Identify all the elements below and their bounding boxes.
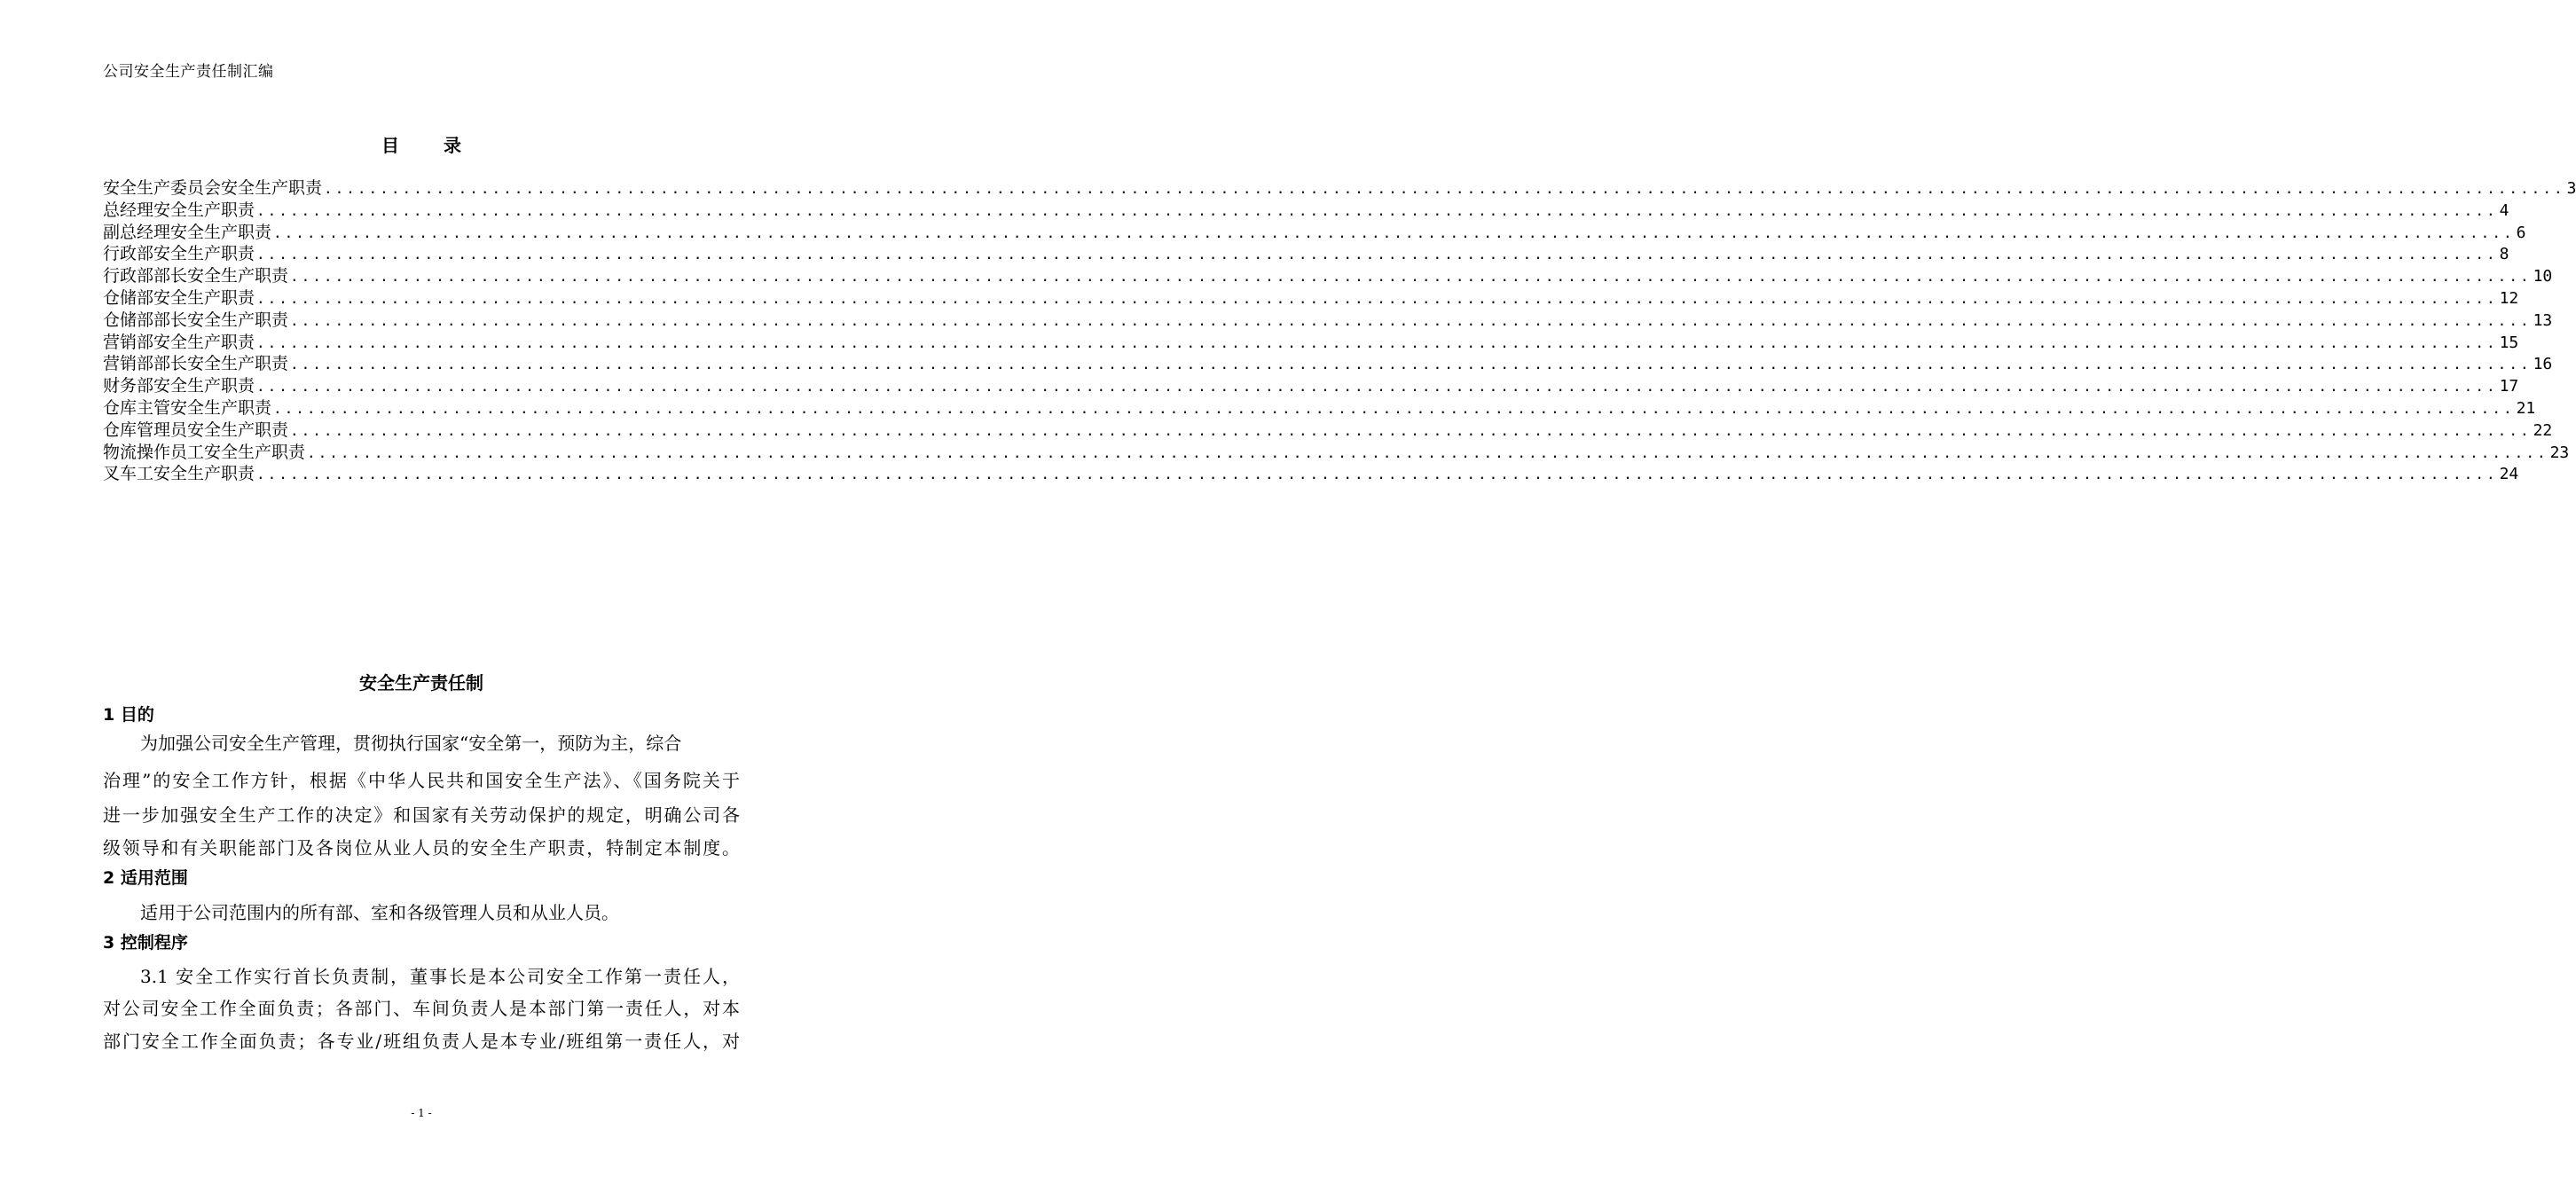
toc-dot-leader: ........................................................................................................................................................................................................ — [290, 421, 2532, 439]
toc-entry-page: 21 — [2516, 398, 2536, 418]
toc-dot-leader: ........................................................................................................................................................................................................ — [256, 246, 2498, 263]
toc-dot-leader: ........................................................................................................................................................................................................ — [290, 356, 2532, 373]
toc-entry-page: 10 — [2533, 267, 2553, 286]
toc-entry-label: 物流操作员工安全生产职责 — [103, 442, 306, 462]
toc-title-part2: 录 — [444, 135, 461, 156]
toc-entry-label: 仓储部安全生产职责 — [103, 287, 255, 308]
paragraph-line: 3.1 安全工作实行首长负责制，董事长是本公司安全工作第一责任人， — [140, 966, 740, 987]
toc-entry[interactable] — [103, 463, 2519, 485]
toc-entry-label: 仓库管理员安全生产职责 — [103, 420, 289, 440]
toc-entry-label: 行政部部长安全生产职责 — [103, 266, 289, 286]
paragraph-line: 进一步加强安全生产工作的决定》和国家有关劳动保护的规定，明确公司各 — [103, 804, 740, 826]
section-heading-scope: 2 适用范围 — [103, 868, 188, 888]
toc-entry[interactable] — [103, 397, 2536, 420]
toc-dot-leader: ........................................................................................................................................................................................................ — [290, 311, 2532, 329]
toc-entry-page: 15 — [2499, 333, 2519, 352]
toc-entry-page: 24 — [2499, 465, 2519, 484]
paragraph-line: 为加强公司安全生产管理，贯彻执行国家“安全第一，预防为主，综合 — [140, 733, 682, 754]
toc-entry[interactable] — [103, 420, 2553, 442]
paragraph-line: 部门安全工作全面负责；各专业/班组负责人是本专业/班组第一责任人，对 — [103, 1031, 740, 1052]
toc-entry[interactable] — [103, 222, 2526, 244]
toc-entry[interactable] — [103, 177, 2576, 200]
toc-entry[interactable] — [103, 287, 2519, 310]
toc-entry-label: 总经理安全生产职责 — [103, 200, 255, 220]
toc-entry-page: 3 — [2566, 179, 2576, 198]
body-title: 安全生产责任制 — [359, 672, 483, 694]
paragraph-line: 级领导和有关职能部门及各岗位从业人员的安全生产职责，特制定本制度。 — [103, 837, 740, 859]
running-header: 公司安全生产责任制汇编 — [103, 63, 274, 81]
toc-dot-leader: ........................................................................................................................................................................................................ — [290, 268, 2532, 286]
toc-entry-page: 23 — [2549, 443, 2570, 462]
toc-entry-page: 17 — [2499, 377, 2519, 396]
toc-list — [103, 177, 2576, 485]
section-heading-purpose: 1 目的 — [103, 705, 154, 725]
toc-dot-leader: ........................................................................................................................................................................................................ — [256, 201, 2498, 219]
toc-entry-page: 4 — [2499, 200, 2509, 220]
toc-entry-page: 6 — [2516, 223, 2526, 242]
paragraph-line: 适用于公司范围内的所有部、室和各级管理人员和从业人员。 — [140, 902, 619, 923]
paragraph-line: 治理”的安全工作方针，根据《中华人民共和国安全生产法》、《国务院关于 — [103, 770, 740, 791]
toc-entry[interactable] — [103, 332, 2519, 354]
page-number: - 1 - — [411, 1107, 432, 1119]
toc-dot-leader: ........................................................................................................................................................................................................ — [273, 224, 2515, 241]
toc-title — [0, 131, 843, 157]
toc-entry[interactable] — [103, 353, 2553, 375]
toc-entry-page: 16 — [2533, 355, 2553, 374]
toc-entry-label: 安全生产委员会安全生产职责 — [103, 178, 323, 198]
toc-entry[interactable] — [103, 442, 2570, 464]
toc-entry-page: 12 — [2499, 288, 2519, 308]
toc-dot-leader: ........................................................................................................................................................................................................ — [256, 466, 2498, 483]
toc-entry[interactable] — [103, 375, 2519, 397]
paragraph-line: 对公司安全工作全面负责；各部门、车间负责人是本部门第一责任人，对本 — [103, 998, 740, 1019]
toc-entry-label: 财务部安全生产职责 — [103, 376, 255, 396]
toc-dot-leader: ........................................................................................................................................................................................................ — [324, 180, 2565, 197]
toc-entry[interactable] — [103, 243, 2509, 265]
toc-dot-leader: ........................................................................................................................................................................................................ — [307, 443, 2549, 461]
toc-entry-page: 13 — [2533, 310, 2553, 330]
toc-entry-label: 仓储部部长安全生产职责 — [103, 310, 289, 330]
toc-entry-label: 行政部安全生产职责 — [103, 244, 255, 264]
toc-entry-page: 8 — [2499, 245, 2509, 264]
toc-title-part1: 目 — [381, 135, 399, 156]
toc-dot-leader: ........................................................................................................................................................................................................ — [256, 333, 2498, 351]
toc-entry-label: 营销部安全生产职责 — [103, 332, 255, 352]
toc-entry[interactable] — [103, 200, 2509, 222]
toc-entry-label: 仓库主管安全生产职责 — [103, 397, 272, 418]
toc-entry[interactable] — [103, 265, 2553, 287]
toc-dot-leader: ........................................................................................................................................................................................................ — [256, 289, 2498, 307]
toc-dot-leader: ........................................................................................................................................................................................................ — [256, 378, 2498, 396]
toc-entry-label: 营销部部长安全生产职责 — [103, 354, 289, 374]
toc-entry-label: 叉车工安全生产职责 — [103, 464, 255, 484]
toc-entry-page: 22 — [2533, 420, 2553, 440]
section-heading-procedure: 3 控制程序 — [103, 933, 188, 953]
toc-entry-label: 副总经理安全生产职责 — [103, 222, 272, 242]
toc-dot-leader: ........................................................................................................................................................................................................ — [273, 399, 2515, 417]
toc-entry[interactable] — [103, 310, 2553, 332]
